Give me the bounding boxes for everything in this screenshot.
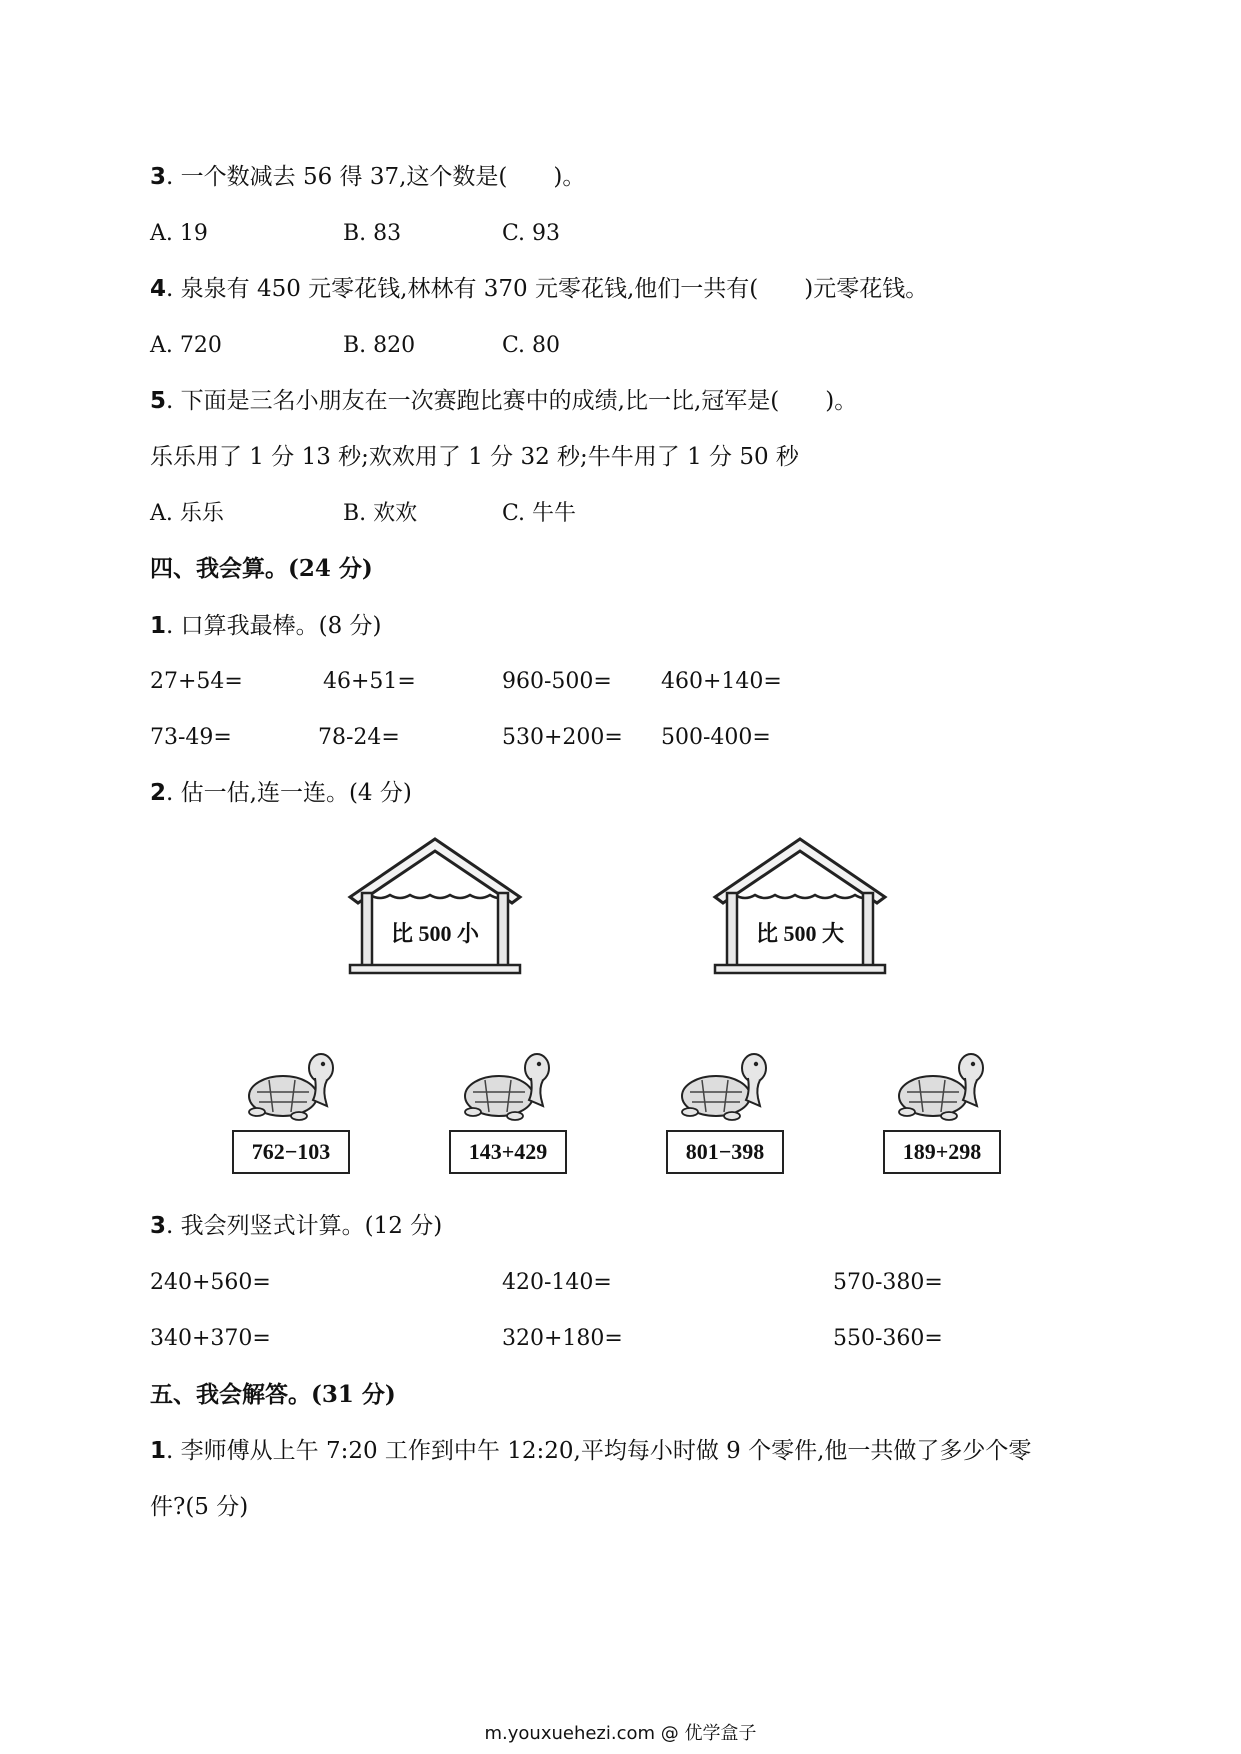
turtle-icon (676, 1048, 776, 1123)
question-5-info: 乐乐用了 1 分 13 秒;欢欢用了 1 分 32 秒;牛牛用了 1 分 50 秒 (150, 444, 799, 470)
turtle-icon (893, 1048, 993, 1123)
question-number: 3 (150, 164, 167, 190)
section-4-title: 四、我会算。(24 分) (150, 555, 373, 582)
question-4 (150, 274, 928, 304)
question-text: . 我会列竖式计算。(12 分) (166, 1213, 443, 1239)
option-b: B. 820 (343, 333, 416, 358)
question-number: 2 (150, 780, 167, 806)
vertical-calc-item: 550-360= (833, 1326, 943, 1351)
question-text: . 泉泉有 450 元零花钱,林林有 370 元零花钱,他们一共有( )元零花钱。 (166, 276, 929, 302)
vertical-calc-item: 240+560= (150, 1270, 271, 1295)
oral-calc-item: 78-24= (318, 725, 400, 750)
question-text: . 李师傅从上午 7:20 工作到中午 12:20,平均每小时做 9 个零件,他一共做了多少个零 (166, 1438, 1032, 1464)
question-text: . 估一估,连一连。(4 分) (166, 780, 412, 806)
option-b: B. 欢欢 (343, 501, 418, 526)
vertical-calc-item: 570-380= (833, 1270, 943, 1295)
turtle-expression-box (449, 1130, 567, 1174)
option-a: A. 720 (150, 333, 222, 358)
option-c: C. 80 (502, 333, 561, 358)
option-a: A. 乐乐 (150, 501, 224, 526)
turtle-expression: 189+298 (902, 1139, 982, 1164)
vertical-calc-item: 340+370= (150, 1326, 271, 1351)
vertical-calc-item: 420-140= (502, 1270, 612, 1295)
option-c: C. 93 (502, 221, 561, 246)
vertical-calc-item: 320+180= (502, 1326, 623, 1351)
oral-calc-item: 960-500= (502, 669, 612, 694)
s4-question-1 (150, 611, 382, 641)
house-label: 比 500 大 (755, 921, 844, 946)
s5-question-1 (150, 1436, 1031, 1466)
option-b: B. 83 (343, 221, 402, 246)
question-text: . 口算我最棒。(8 分) (166, 613, 382, 639)
option-c: C. 牛牛 (502, 501, 577, 526)
turtle-icon (243, 1048, 343, 1123)
question-number: 4 (150, 276, 167, 302)
question-text: . 一个数减去 56 得 37,这个数是( )。 (166, 164, 586, 190)
turtle-expression: 801−398 (685, 1139, 765, 1164)
question-text: . 下面是三名小朋友在一次赛跑比赛中的成绩,比一比,冠军是( )。 (166, 388, 858, 414)
turtle-icon (459, 1048, 559, 1123)
oral-calc-item: 530+200= (502, 725, 623, 750)
turtle-expression: 143+429 (468, 1139, 548, 1164)
s5-question-1-cont: 件?(5 分) (150, 1494, 249, 1520)
question-5 (150, 386, 857, 416)
turtle-expression-box (883, 1130, 1001, 1174)
oral-calc-item: 460+140= (661, 669, 782, 694)
oral-calc-item: 46+51= (323, 669, 416, 694)
s4-question-2 (150, 778, 412, 808)
section-5-title: 五、我会解答。(31 分) (150, 1381, 396, 1408)
oral-calc-item: 500-400= (661, 725, 771, 750)
house-large (705, 835, 895, 975)
house-label: 比 500 小 (390, 921, 479, 946)
footer-watermark: m.youxuehezi.com @ 优学盒子 (484, 1723, 757, 1744)
oral-calc-item: 27+54= (150, 669, 243, 694)
question-3 (150, 162, 585, 192)
turtle-expression-box (232, 1130, 350, 1174)
turtle-expression-box (666, 1130, 784, 1174)
turtle-expression: 762−103 (251, 1139, 331, 1164)
option-a: A. 19 (150, 221, 208, 246)
question-number: 1 (150, 613, 167, 639)
oral-calc-item: 73-49= (150, 725, 232, 750)
question-number: 1 (150, 1438, 167, 1464)
s4-question-3 (150, 1211, 442, 1241)
question-number: 5 (150, 388, 167, 414)
house-small (340, 835, 530, 975)
question-number: 3 (150, 1213, 167, 1239)
